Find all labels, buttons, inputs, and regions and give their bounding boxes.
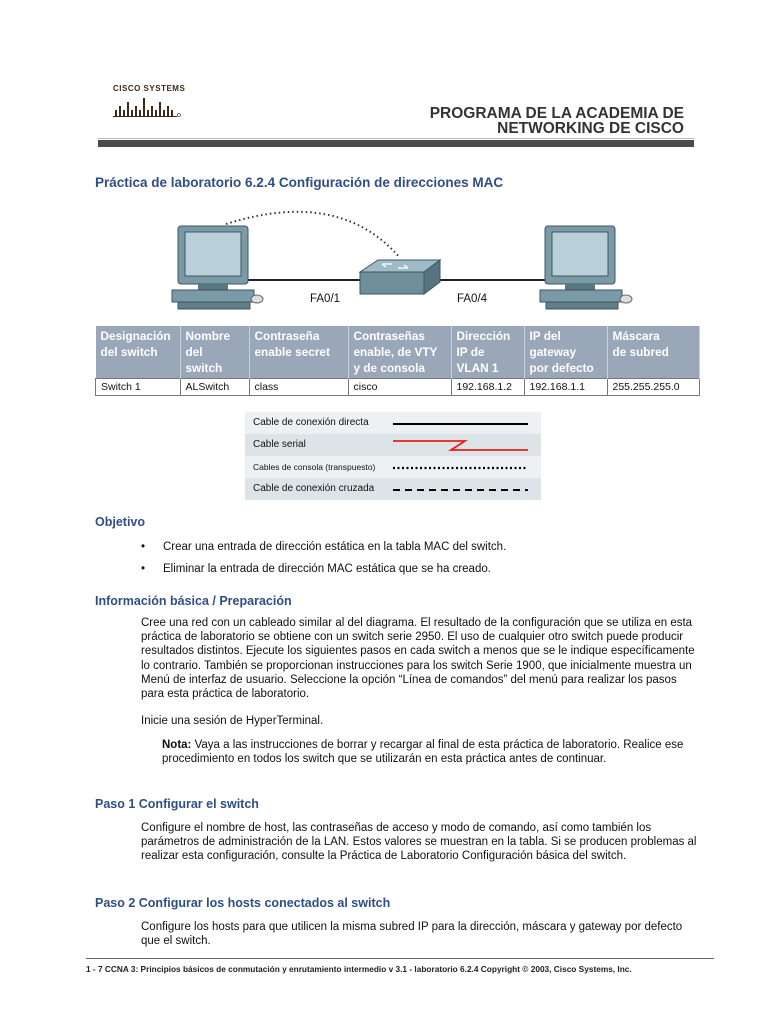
config-table xyxy=(95,326,700,396)
cell-mascara: 255.255.255.0 xyxy=(607,379,700,396)
header-gateway: IP del gateway por defecto xyxy=(524,326,607,379)
legend-label-serial: Cable serial xyxy=(253,439,306,450)
table-row xyxy=(96,379,700,396)
header-ip-vlan: Dirección IP de VLAN 1 xyxy=(451,326,524,379)
header-enable-secret: Contraseña enable secret xyxy=(249,326,348,379)
serial-cable-icon xyxy=(393,437,528,453)
network-diagram xyxy=(160,198,640,318)
cisco-logo-icon xyxy=(113,94,183,118)
header-enable-vty: Contraseñas enable, de VTY y de consola xyxy=(348,326,451,379)
console-cable-icon xyxy=(393,466,528,470)
academy-header-line2: NETWORKING DE CISCO xyxy=(497,120,684,137)
paso1-heading: Paso 1 Configurar el switch xyxy=(95,797,259,811)
crossover-cable-icon xyxy=(393,488,528,492)
info-paragraph: Cree una red con un cableado similar al del diagrama. El resultado de la configuración que se utiliza en esta práctica de laboratorio se obtiene con un switch serie 2950. El uso de cualquier otro switch puede producir resultados distintos. Ejecute los siguientes pasos en cada switch a menos que se le indique específicamente lo contrario. También se proporcionan instrucciones para los switch Serie 1900, que inicialmente muestra un Menú de interfaz de usuario. Seleccione la opción “Línea de comandos” del menú para realizar los pasos para esta práctica de laboratorio. xyxy=(141,617,695,701)
lab-title: Práctica de laboratorio 6.2.4 Configuración de direcciones MAC xyxy=(95,175,504,190)
cell-nombre: ALSwitch xyxy=(180,379,249,396)
note-label: Nota: xyxy=(162,739,192,751)
pc-right-icon xyxy=(540,226,632,309)
cell-enable-vty: cisco xyxy=(348,379,451,396)
cable-legend xyxy=(245,412,541,500)
paso2-heading: Paso 2 Configurar los hosts conectados al switch xyxy=(95,896,391,910)
page-footer: 1 - 7 CCNA 3: Principios básicos de conmutación y enrutamiento intermedio v 3.1 - laboratorio 6.2.4 Copyright © 2003, Cisco Systems, Inc. xyxy=(86,964,632,974)
straight-cable-icon xyxy=(393,422,528,426)
objetivo-list xyxy=(141,540,506,584)
legend-label-console: Cables de consola (transpuesto) xyxy=(253,462,376,472)
academy-header-line1: PROGRAMA DE LA ACADEMIA DE xyxy=(429,105,684,122)
footer-rule xyxy=(86,958,714,959)
header-rule xyxy=(98,140,694,147)
list-item: • Eliminar la entrada de dirección MAC estática que se ha creado. xyxy=(141,562,506,576)
hyperterminal-text: Inicie una sesión de HyperTerminal. xyxy=(141,715,324,727)
pc-left-icon xyxy=(172,226,263,309)
cell-designacion: Switch 1 xyxy=(96,379,181,396)
header-rule-thin xyxy=(98,138,694,139)
header-designacion: Designación del switch xyxy=(96,326,181,379)
objetivo-heading: Objetivo xyxy=(95,515,146,529)
config-table-header-row xyxy=(96,326,700,379)
cisco-logo-text: CISCO SYSTEMS xyxy=(113,84,186,93)
note-paragraph xyxy=(162,738,702,766)
switch-icon xyxy=(360,260,440,294)
list-item: • Crear una entrada de dirección estática en la tabla MAC del switch. xyxy=(141,540,506,554)
legend-row-crossover xyxy=(245,478,541,500)
header-nombre: Nombre del switch xyxy=(180,326,249,379)
header-mascara: Máscara de subred xyxy=(607,326,700,379)
academy-header xyxy=(430,106,684,136)
cell-gateway: 192.168.1.1 xyxy=(524,379,607,396)
cell-ip-vlan: 192.168.1.2 xyxy=(451,379,524,396)
port-label-left: FA0/1 xyxy=(310,293,341,305)
legend-row-straight xyxy=(245,412,541,434)
port-label-right: FA0/4 xyxy=(457,293,488,305)
cell-enable-secret: class xyxy=(249,379,348,396)
console-cable xyxy=(226,212,400,258)
legend-label-straight: Cable de conexión directa xyxy=(253,417,369,428)
paso1-text: Configure el nombre de host, las contraseñas de acceso y modo de comando, así como también los parámetros de administración de la LAN. Estos valores se muestran en la tabla. Si se producen problemas al realizar esta configuración, consulte la Práctica de Laboratorio Configuración básica del switch. xyxy=(141,822,697,863)
note-text: Vaya a las instrucciones de borrar y recargar al final de esta práctica de laboratorio. Realice ese procedimiento en todos los switch que se utilizarán en esta práctica antes de continuar. xyxy=(162,739,684,766)
info-heading: Información básica / Preparación xyxy=(95,594,292,608)
paso2-text: Configure los hosts para que utilicen la misma subred IP para la dirección, máscara y gateway por defecto que el switch. xyxy=(141,921,683,948)
legend-row-console xyxy=(245,456,541,478)
legend-label-crossover: Cable de conexión cruzada xyxy=(253,483,375,494)
legend-row-serial xyxy=(245,434,541,456)
